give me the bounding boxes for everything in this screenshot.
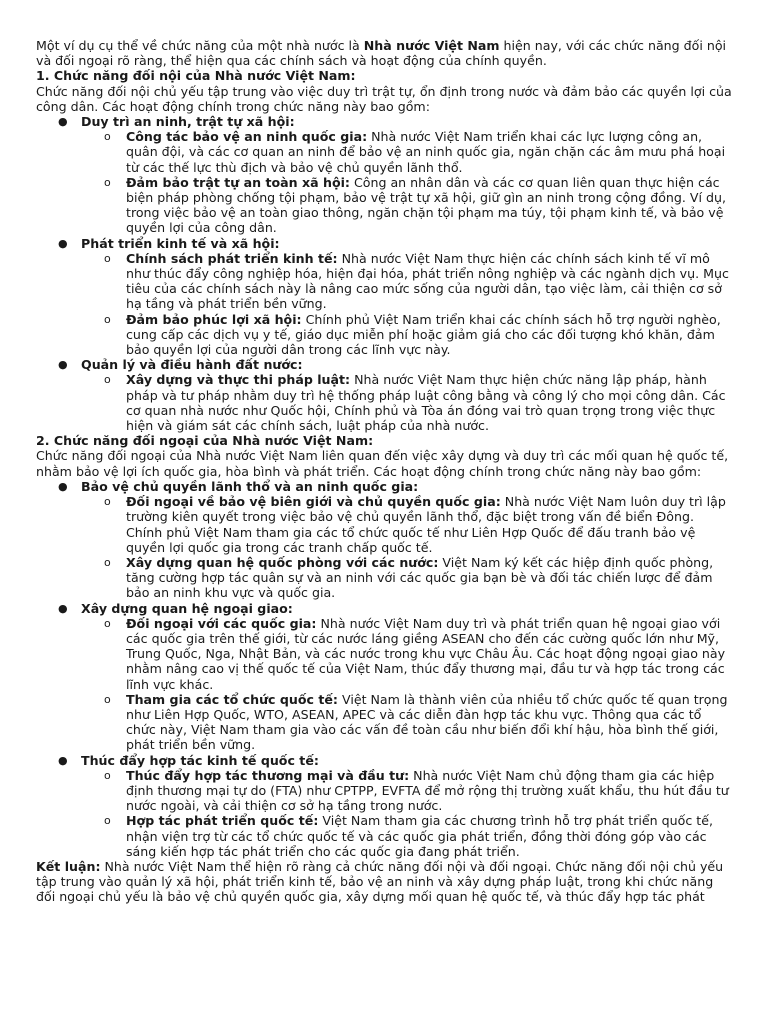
circle-bullet-icon: o: [104, 768, 111, 782]
group-title: Phát triển kinh tế và xã hội:: [81, 235, 280, 251]
item-text: Công an nhân dân và các cơ quan liên quan thực hiện các biện pháp phòng chống tội phạm, bảo vệ trật tự xã hội, giữ gìn an ninh trong cộng đồng. Ví dụ, trong việc bảo vệ an toàn giao thông, ngăn chặn tội phạm ma túy, tội phạm kinh tế, và bảo vệ quyền lợi của công dân.: [126, 174, 726, 236]
item-label: Đảm bảo phúc lợi xã hội:: [126, 311, 302, 327]
item-label: Xây dựng và thực thi pháp luật:: [126, 372, 351, 388]
list-item: [36, 616, 732, 692]
section-1-intro: Chức năng đối nội chủ yếu tập trung vào việc duy trì trật tự, ổn định trong nước và đảm bảo các quyền lợi của công dân. Các hoạt động chính trong chức năng này bao gồm:: [36, 83, 732, 114]
section-2-heading: 2. Chức năng đối ngoại của Nhà nước Việt Nam:: [36, 433, 374, 449]
item-label: Xây dựng quan hệ quốc phòng với các nước:: [126, 554, 439, 570]
item-text: Nhà nước Việt Nam thực hiện các chính sách kinh tế vĩ mô như thúc đẩy công nghiệp hóa, hiện đại hóa, phát triển nông nghiệp và các ngành dịch vụ. Mục tiêu của các chính sách này là nâng cao mức sống của người dân, tạo việc làm, cải thiện cơ sở hạ tầng và phát triển bền vững.: [126, 250, 729, 312]
circle-bullet-icon: o: [104, 692, 111, 706]
item-label: Thúc đẩy hợp tác thương mại và đầu tư:: [126, 767, 410, 783]
section-2-group: [36, 753, 732, 768]
intro-text-end: hiện nay, với các chức năng đối nội và đối ngoại rõ ràng, thể hiện qua các chính sách và hoạt động của chính quyền.: [36, 38, 727, 69]
conclusion-text: Nhà nước Việt Nam thể hiện rõ ràng cả chức năng đối nội và đối ngoại. Chức năng đối nội chủ yếu tập trung vào quản lý xã hội, phát triển kinh tế, bảo vệ an ninh và xây dựng pháp luật, trong khi chức năng đối ngoại chủ yếu là bảo vệ chủ quyền quốc gia, xây dựng mối quan hệ quốc tế, và thúc đẩy hợp tác phát: [36, 858, 724, 905]
bullet-icon: ●: [58, 115, 68, 129]
circle-bullet-icon: o: [104, 495, 111, 509]
circle-bullet-icon: o: [104, 616, 111, 630]
list-item: [36, 494, 732, 555]
list-item: [36, 555, 732, 601]
circle-bullet-icon: o: [104, 814, 111, 828]
section-1-group: [36, 114, 732, 129]
section-1-list: [36, 114, 732, 433]
group-title: Bảo vệ chủ quyền lãnh thổ và an ninh quốc gia:: [81, 478, 419, 494]
section-1-group: [36, 236, 732, 251]
item-label: Đối ngoại về bảo vệ biên giới và chủ quyền quốc gia:: [126, 494, 501, 510]
circle-bullet-icon: o: [104, 373, 111, 387]
list-item: [36, 251, 732, 312]
section-1-heading: 1. Chức năng đối nội của Nhà nước Việt Nam:: [36, 68, 356, 84]
item-text: Nhà nước Việt Nam duy trì và phát triển quan hệ ngoại giao với các quốc gia trên thế giới, từ các nước láng giềng ASEAN cho đến các cường quốc lớn như Mỹ, Trung Quốc, Nga, Nhật Bản, và các nước trong khu vực Châu Âu. Các hoạt động ngoại giao này nhằm nâng cao vị thế quốc tế của Việt Nam, thúc đẩy thương mại, đầu tư và hợp tác trong các lĩnh vực khác.: [126, 615, 726, 692]
item-text: Việt Nam ký kết các hiệp định quốc phòng, tăng cường hợp tác quân sự và an ninh với các quốc gia bạn bè và đối tác chiến lược để đảm bảo an ninh khu vực và quốc gia.: [126, 554, 714, 601]
item-text: Nhà nước Việt Nam chủ động tham gia các hiệp định thương mại tự do (FTA) như CPTPP, EVFTA để mở rộng thị trường xuất khẩu, thu hút đầu tư nước ngoài, và cải thiện cơ sở hạ tầng trong nước.: [126, 767, 729, 814]
item-label: Chính sách phát triển kinh tế:: [126, 250, 338, 266]
bullet-icon: ●: [58, 601, 68, 615]
group-title: Duy trì an ninh, trật tự xã hội:: [81, 114, 295, 130]
bullet-icon: ●: [58, 358, 68, 372]
list-item: [36, 312, 732, 358]
item-text: Chính phủ Việt Nam triển khai các chính sách hỗ trợ người nghèo, cung cấp các dịch vụ y tế, giáo dục miễn phí hoặc giảm giá cho các đối tượng khó khăn, đảm bảo quyền lợi của người dân trong các lĩnh vực này.: [126, 311, 721, 358]
list-item: [36, 129, 732, 175]
item-text: Nhà nước Việt Nam triển khai các lực lượng công an, quân đội, và các cơ quan an ninh để bảo vệ an ninh quốc gia, ngăn chặn các âm mưu phá hoại từ các thế lực thù địch và bảo vệ chủ quyền lãnh thổ.: [126, 129, 726, 175]
bullet-icon: ●: [58, 236, 68, 250]
conclusion-label: Kết luận:: [36, 858, 101, 874]
item-label: Hợp tác phát triển quốc tế:: [126, 813, 319, 829]
conclusion-paragraph: [36, 859, 732, 905]
circle-bullet-icon: o: [104, 555, 111, 569]
item-label: Công tác bảo vệ an ninh quốc gia:: [126, 129, 368, 145]
circle-bullet-icon: o: [104, 130, 111, 144]
section-2-list: [36, 479, 732, 859]
section-2-group: [36, 479, 732, 494]
circle-bullet-icon: o: [104, 175, 111, 189]
item-label: Đối ngoại với các quốc gia:: [126, 615, 317, 631]
group-title: Thúc đẩy hợp tác kinh tế quốc tế:: [81, 752, 319, 768]
item-text: Việt Nam là thành viên của nhiều tổ chức quốc tế quan trọng như Liên Hợp Quốc, WTO, ASEAN, APEC và các diễn đàn hợp tác khu vực. Thông qua các tổ chức này, Việt Nam tham gia vào các vấn đề toàn cầu như biến đổi khí hậu, hòa bình thế giới, phát triển bền vững.: [126, 691, 728, 753]
intro-text-start: Một ví dụ cụ thể về chức năng của một nhà nước là: [36, 38, 364, 53]
item-label: Tham gia các tổ chức quốc tế:: [126, 691, 338, 707]
bullet-icon: ●: [58, 479, 68, 493]
list-item: [36, 768, 732, 814]
group-title: Xây dựng quan hệ ngoại giao:: [81, 600, 293, 616]
circle-bullet-icon: o: [104, 312, 111, 326]
bullet-icon: ●: [58, 753, 68, 767]
circle-bullet-icon: o: [104, 251, 111, 265]
item-label: Đảm bảo trật tự an toàn xã hội:: [126, 174, 350, 190]
intro-bold-term: Nhà nước Việt Nam: [363, 38, 500, 53]
item-text: Nhà nước Việt Nam luôn duy trì lập trường kiên quyết trong việc bảo vệ chủ quyền lãnh thổ, đặc biệt trong vấn đề biển Đông. Chính phủ Việt Nam tham gia các tổ chức quốc tế như Liên Hợp Quốc để đấu tranh bảo vệ quyền lợi quốc gia trong các tranh chấp quốc tế.: [126, 494, 726, 555]
section-2-group: [36, 601, 732, 616]
list-item: [36, 372, 732, 433]
list-item: [36, 813, 732, 859]
item-text: Việt Nam tham gia các chương trình hỗ trợ phát triển quốc tế, nhận viện trợ từ các tổ chức quốc tế và các quốc gia phát triển, đồng thời đóng góp vào các sáng kiến hợp tác phát triển cho các quốc gia đang phát triển.: [126, 813, 713, 859]
section-1-group: [36, 357, 732, 372]
intro-paragraph: [36, 38, 732, 68]
item-text: Nhà nước Việt Nam thực hiện chức năng lập pháp, hành pháp và tư pháp nhằm duy trì hệ thống pháp luật công bằng và công lý cho mọi công dân. Các cơ quan nhà nước như Quốc hội, Chính phủ và Tòa án đóng vai trò quan trọng trong việc thực hiện và giám sát các chính sách, luật pháp của nhà nước.: [126, 372, 726, 434]
list-item: [36, 175, 732, 236]
list-item: [36, 692, 732, 753]
group-title: Quản lý và điều hành đất nước:: [81, 357, 303, 373]
section-2-intro: Chức năng đối ngoại của Nhà nước Việt Nam liên quan đến việc xây dựng và duy trì các mối quan hệ quốc tế, nhằm bảo vệ lợi ích quốc gia, hòa bình và phát triển. Các hoạt động chính trong chức năng này bao gồm:: [36, 448, 729, 479]
